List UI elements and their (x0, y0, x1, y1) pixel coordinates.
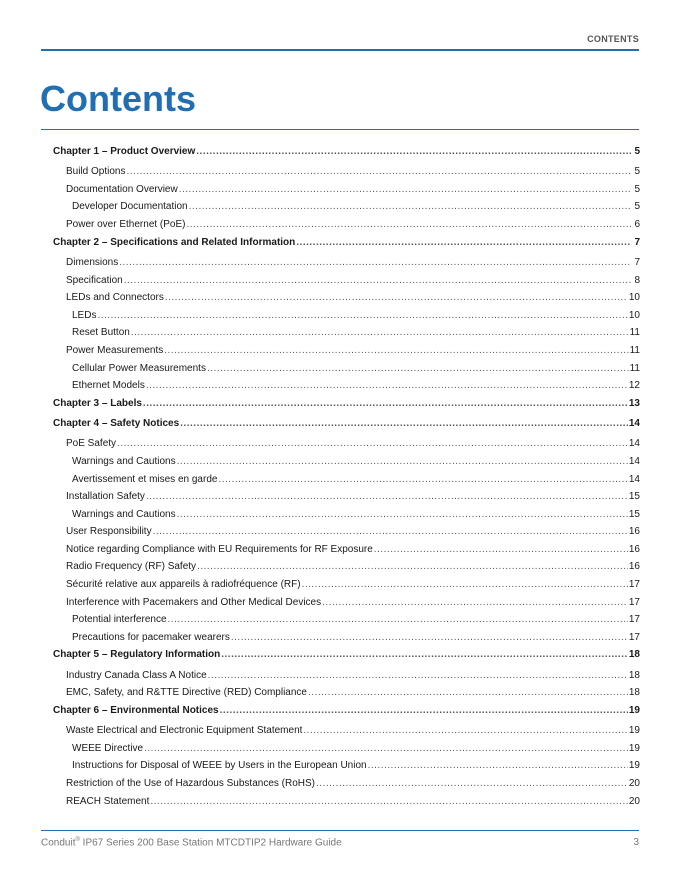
toc-dot-leader (316, 777, 628, 790)
footer-title-text: IP67 Series 200 Base Station MTCDTIP2 Hardware Guide (79, 837, 342, 849)
toc-entry-page: 16 (628, 526, 640, 538)
toc-entry[interactable] (53, 525, 640, 543)
toc-chapter-entry[interactable] (53, 145, 640, 165)
toc-entry-page: 13 (628, 397, 640, 409)
toc-entry-page: 5 (634, 183, 640, 195)
toc-entry-page: 5 (634, 146, 640, 157)
toc-entry-page: 20 (628, 778, 640, 789)
toc-entry[interactable] (53, 578, 640, 596)
toc-entry-page: 12 (628, 380, 640, 392)
toc-chapter-entry[interactable] (53, 648, 640, 668)
toc-dot-leader (117, 437, 628, 450)
toc-entry[interactable] (53, 344, 640, 362)
toc-dot-leader (180, 417, 628, 430)
toc-entry-page: 6 (634, 219, 640, 231)
toc-entry[interactable] (53, 200, 640, 218)
toc-entry-label: Power over Ethernet (PoE) (66, 219, 186, 231)
toc-dot-leader (308, 686, 628, 699)
toc-entry-label: Chapter 2 – Specifications and Related Information (53, 236, 296, 248)
toc-entry[interactable] (53, 183, 640, 201)
toc-entry[interactable] (53, 165, 640, 183)
toc-entry[interactable] (53, 379, 640, 397)
toc-entry-page: 7 (634, 236, 640, 248)
toc-dot-leader (144, 742, 628, 755)
toc-entry-label: WEEE Directive (72, 742, 144, 754)
toc-chapter-entry[interactable] (53, 417, 640, 437)
toc-entry-page: 18 (628, 649, 640, 661)
toc-entry-page: 19 (628, 725, 640, 737)
toc-entry-label: Industry Canada Class A Notice (66, 669, 207, 681)
toc-dot-leader (196, 145, 631, 158)
toc-entry-label: Chapter 1 – Product Overview (53, 146, 196, 157)
toc-entry[interactable] (53, 759, 640, 777)
toc-dot-leader (143, 397, 628, 410)
toc-entry-page: 10 (628, 309, 640, 321)
toc-entry-label: User Responsibility (66, 526, 152, 538)
toc-dot-leader (187, 218, 632, 231)
toc-entry-label: Warnings and Cautions (72, 508, 176, 520)
toc-entry-label: Specification (66, 274, 123, 286)
toc-dot-leader (146, 379, 628, 392)
toc-entry-label: Notice regarding Compliance with EU Requirements for RF Exposure (66, 543, 373, 555)
toc-dot-leader (303, 724, 627, 737)
toc-entry-label: LEDs (72, 309, 97, 321)
toc-dot-leader (179, 183, 631, 196)
toc-entry-page: 16 (628, 543, 640, 555)
toc-entry[interactable] (53, 724, 640, 742)
toc-entry[interactable] (53, 795, 640, 813)
toc-entry[interactable] (53, 326, 640, 344)
toc-entry-page: 5 (634, 201, 640, 213)
toc-entry-label: Precautions for pacemaker wearers (72, 631, 230, 643)
toc-entry-label: Warnings and Cautions (72, 455, 176, 467)
toc-dot-leader (124, 274, 631, 287)
toc-entry[interactable] (53, 669, 640, 687)
toc-entry-page: 19 (628, 760, 640, 772)
toc-entry[interactable] (53, 686, 640, 704)
toc-entry-page: 8 (634, 274, 640, 286)
toc-dot-leader (164, 344, 628, 357)
toc-chapter-entry[interactable] (53, 397, 640, 417)
toc-dot-leader (208, 669, 628, 682)
toc-dot-leader (218, 473, 627, 486)
toc-entry-label: Reset Button (72, 327, 130, 339)
toc-entry-page: 14 (628, 455, 640, 467)
toc-dot-leader (231, 631, 628, 644)
toc-entry[interactable] (53, 543, 640, 561)
toc-entry[interactable] (53, 274, 640, 292)
toc-entry[interactable] (53, 455, 640, 473)
toc-entry-label: Sécurité relative aux appareils à radiofréquence (RF) (66, 579, 301, 591)
toc-entry-label: EMC, Safety, and R&TTE Directive (RED) Compliance (66, 687, 307, 699)
toc-entry-label: Chapter 4 – Safety Notices (53, 418, 180, 430)
toc-entry-page: 15 (628, 491, 640, 503)
toc-dot-leader (220, 704, 628, 717)
toc-entry-page: 11 (629, 327, 640, 339)
toc-entry-label: Installation Safety (66, 491, 145, 503)
toc-entry-label: Build Options (66, 166, 126, 178)
toc-dot-leader (302, 578, 628, 591)
toc-entry-page: 15 (628, 508, 640, 520)
toc-entry-label: Restriction of the Use of Hazardous Substances (RoHS) (66, 778, 315, 789)
toc-entry[interactable] (53, 218, 640, 236)
toc-dot-leader (189, 200, 631, 213)
toc-entry-label: Cellular Power Measurements (72, 362, 206, 374)
toc-dot-leader (131, 326, 629, 339)
toc-dot-leader (168, 613, 628, 626)
table-of-contents (53, 145, 640, 812)
toc-dot-leader (296, 236, 631, 249)
toc-entry[interactable] (53, 596, 640, 614)
toc-entry-page: 17 (628, 596, 640, 608)
toc-entry-label: REACH Statement (66, 795, 150, 807)
toc-dot-leader (97, 309, 627, 322)
toc-entry-label: Chapter 6 – Environmental Notices (53, 704, 219, 716)
footer-registered-mark: ® (75, 837, 80, 843)
toc-dot-leader (374, 543, 628, 556)
toc-entry-page: 19 (628, 704, 640, 716)
toc-entry-page: 14 (628, 438, 640, 450)
toc-dot-leader (197, 560, 628, 573)
footer-divider (41, 830, 639, 831)
toc-entry-page: 11 (629, 344, 640, 356)
toc-entry-page: 18 (628, 687, 640, 699)
toc-entry-label: PoE Safety (66, 438, 117, 450)
footer-page-number: 3 (633, 837, 639, 848)
toc-entry-page: 5 (634, 166, 640, 178)
toc-dot-leader (207, 362, 629, 375)
toc-entry-label: Developer Documentation (72, 201, 188, 213)
toc-entry[interactable] (53, 256, 640, 274)
toc-entry[interactable] (53, 309, 640, 327)
toc-entry[interactable] (53, 613, 640, 631)
toc-entry[interactable] (53, 437, 640, 455)
toc-entry-label: Interference with Pacemakers and Other Medical Devices (66, 596, 322, 608)
toc-dot-leader (322, 596, 628, 609)
toc-entry-page: 20 (628, 795, 640, 807)
page-title: Contents (40, 78, 196, 119)
toc-entry[interactable] (53, 631, 640, 649)
toc-entry[interactable] (53, 508, 640, 526)
toc-entry-page: 14 (628, 473, 640, 485)
toc-entry-label: Ethernet Models (72, 380, 145, 392)
toc-entry[interactable] (53, 560, 640, 578)
toc-dot-leader (153, 525, 628, 538)
toc-entry-page: 17 (628, 631, 640, 643)
toc-dot-leader (221, 648, 628, 661)
toc-entry-page: 16 (628, 561, 640, 573)
toc-entry-page: 10 (628, 292, 640, 304)
toc-dot-leader (177, 508, 628, 521)
toc-dot-leader (119, 256, 631, 269)
toc-entry-label: Power Measurements (66, 344, 164, 356)
toc-entry-page: 19 (628, 742, 640, 754)
toc-dot-leader (368, 759, 628, 772)
toc-entry[interactable] (53, 490, 640, 508)
toc-entry-label: Chapter 5 – Regulatory Information (53, 649, 221, 661)
toc-entry-page: 17 (628, 614, 640, 626)
toc-entry-label: Dimensions (66, 256, 119, 268)
header-divider (41, 49, 639, 51)
toc-entry-page: 18 (628, 669, 640, 681)
toc-entry-label: Instructions for Disposal of WEEE by Users in the European Union (72, 760, 367, 772)
toc-entry[interactable] (53, 362, 640, 380)
toc-entry-page: 17 (628, 579, 640, 591)
toc-chapter-entry[interactable] (53, 236, 640, 256)
toc-entry[interactable] (53, 291, 640, 309)
running-header: CONTENTS (587, 34, 639, 44)
footer-brand: Conduit (41, 837, 76, 849)
toc-entry[interactable] (53, 742, 640, 760)
toc-entry-label: LEDs and Connectors (66, 292, 164, 304)
toc-entry-label: Documentation Overview (66, 183, 178, 195)
toc-entry-label: Chapter 3 – Labels (53, 397, 142, 409)
toc-entry-page: 14 (628, 418, 640, 430)
toc-dot-leader (177, 455, 628, 468)
toc-entry[interactable] (53, 777, 640, 795)
toc-dot-leader (146, 490, 628, 503)
footer-guide-title (41, 837, 342, 848)
toc-dot-leader (165, 291, 628, 304)
toc-entry-label: Avertissement et mises en garde (72, 473, 218, 485)
toc-entry[interactable] (53, 473, 640, 491)
toc-chapter-entry[interactable] (53, 704, 640, 724)
toc-entry-page: 11 (629, 362, 640, 374)
toc-entry-label: Potential interference (72, 614, 167, 626)
toc-dot-leader (150, 795, 628, 808)
title-divider (41, 129, 639, 130)
toc-entry-label: Radio Frequency (RF) Safety (66, 561, 197, 573)
toc-entry-label: Waste Electrical and Electronic Equipment Statement (66, 725, 303, 737)
toc-dot-leader (126, 165, 631, 178)
toc-entry-page: 7 (634, 256, 640, 268)
